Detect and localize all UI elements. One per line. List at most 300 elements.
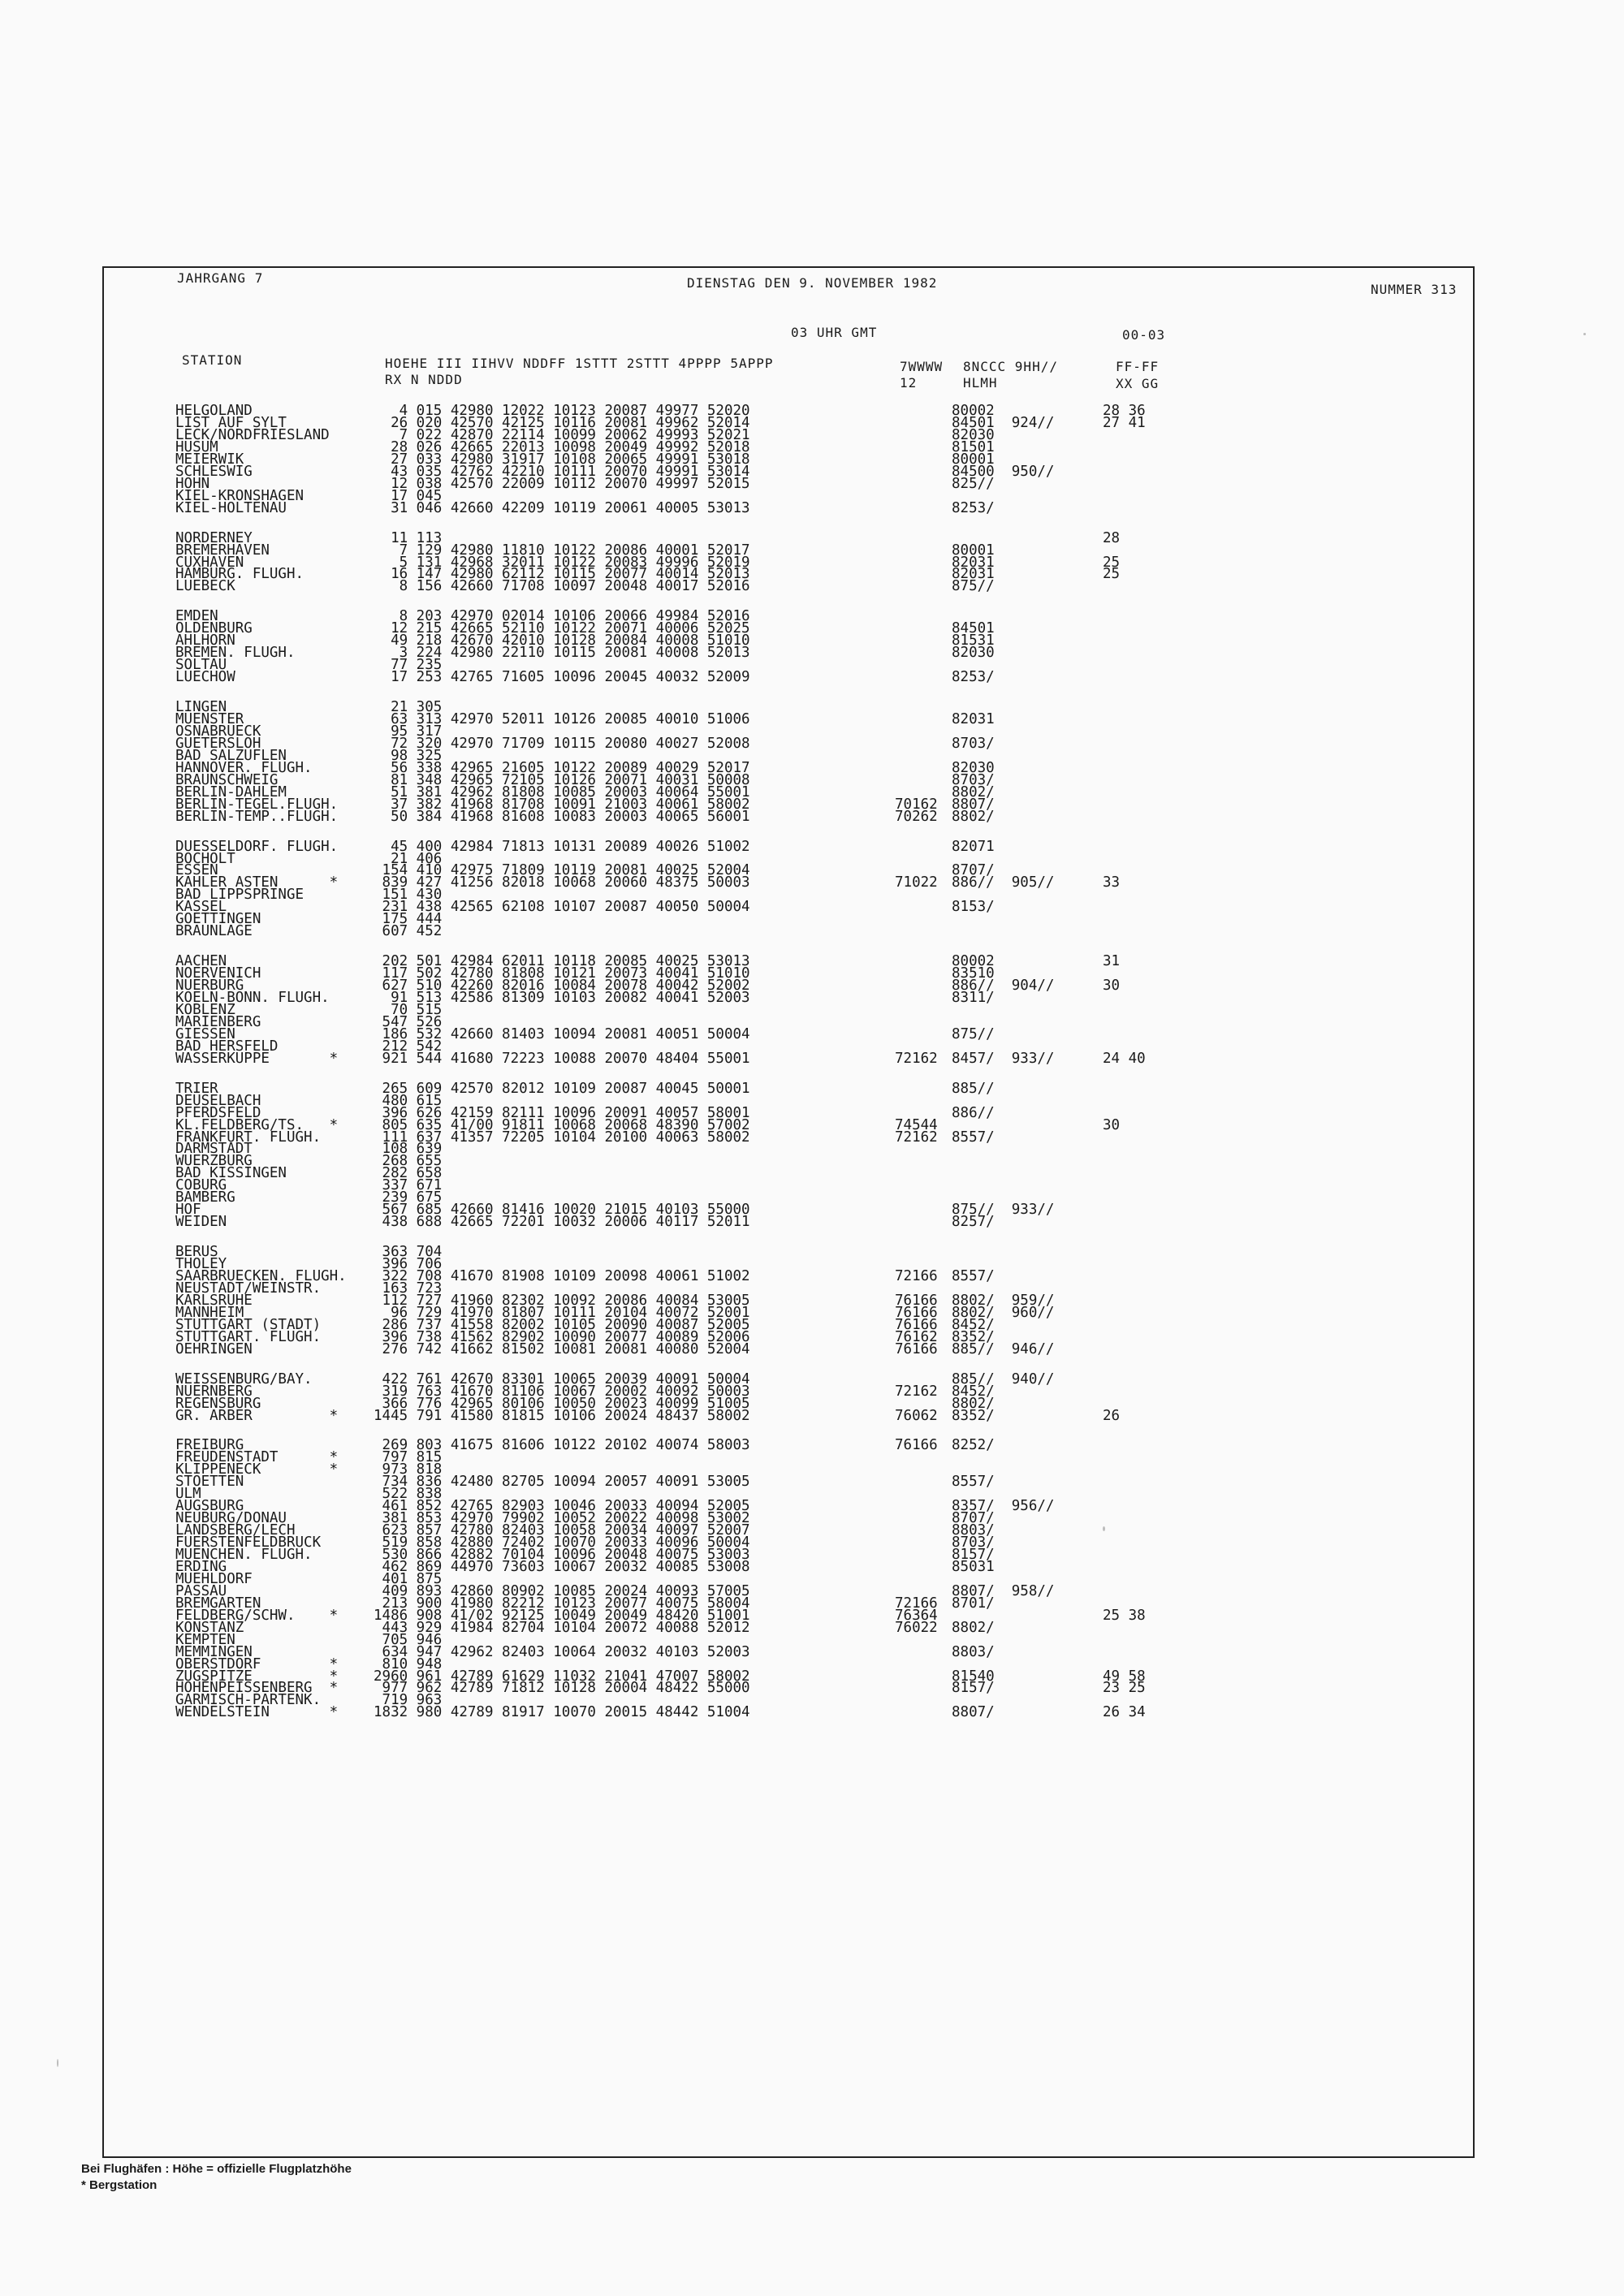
cloud-group: 80001	[952, 542, 995, 559]
cloud-group: 875//	[952, 578, 995, 595]
station-data: 112 727 41960 82302 10092 20086 40084 53005	[374, 1292, 750, 1309]
footnote-airport-height: Bei Flughäfen : Höhe = offizielle Flugplatzhöhe	[81, 2162, 352, 2176]
wind-gust-group: 23 25	[1103, 1680, 1146, 1697]
cloud-group: 82030	[952, 759, 995, 776]
weather-group: 72166	[895, 1268, 938, 1284]
cloud-group: 81531	[952, 632, 995, 650]
station-data: 212 542	[374, 1038, 443, 1055]
station-name: LINGEN	[175, 699, 227, 715]
cloud-group: 8257/	[952, 1214, 995, 1231]
wind-gust-group: 28 36	[1103, 403, 1146, 419]
station-data: 973 818	[374, 1461, 443, 1478]
scan-speck	[1103, 1526, 1105, 1531]
station-data: 422 761 42670 83301 10065 20039 40091 50004	[374, 1370, 750, 1388]
weather-group: 76364	[895, 1607, 938, 1624]
weather-group: 70262	[895, 808, 938, 825]
station-name: ULM	[175, 1486, 201, 1503]
wind-gust-group: 24 40	[1103, 1050, 1146, 1067]
station-data: 5 131 42968 32011 10122 20083 49996 52019	[374, 554, 750, 571]
station-data: 797 815	[374, 1449, 443, 1466]
station-data: 213 900 41980 82212 10123 20077 40075 58004	[374, 1595, 750, 1612]
col-x-header: 7WWWW	[900, 359, 944, 374]
station-data: 921 544 41680 72223 10088 20070 48404 55001	[374, 1050, 750, 1067]
station-name: KIEL-HOLTENAU	[175, 499, 287, 516]
station-name: BRAUNSCHWEIG	[175, 771, 279, 788]
station-name: BREMEN. FLUGH.	[175, 645, 296, 662]
station-data: 401 875	[374, 1570, 443, 1587]
station-data: 265 609 42570 82012 10109 20087 40045 50001	[374, 1080, 750, 1097]
cloud-group: 8311/	[952, 990, 995, 1006]
station-data: 461 852 42765 82903 10046 20033 40094 52005	[374, 1498, 750, 1515]
station-name: AHLHORN	[175, 632, 235, 650]
station-data: 16 147 42980 62112 10115 20077 40014 52013	[374, 566, 750, 583]
wind-gust-group: 27 41	[1103, 414, 1146, 431]
col-x-header-2: 12	[900, 375, 918, 391]
station-name: CUXHAVEN	[175, 554, 244, 571]
station-name: KARLSRUHE	[175, 1292, 253, 1309]
cloud-group: 8802/ 960//	[952, 1304, 1055, 1321]
jahrgang-label: JAHRGANG 7	[177, 270, 264, 286]
station-name: NUERBURG	[175, 978, 244, 994]
station-data: 634 947 42962 82403 10064 20032 40103 52003	[374, 1643, 750, 1660]
station-name: OBERSTDORF *	[175, 1655, 339, 1672]
cloud-group: 8703/	[952, 771, 995, 788]
station-data: 8 156 42660 71708 10097 20048 40017 52016	[374, 578, 750, 595]
weather-group: 71022	[895, 874, 938, 891]
station-name: NEUBURG/DONAU	[175, 1510, 287, 1527]
station-data: 286 737 41558 82002 10105 20090 40087 52005	[374, 1316, 750, 1333]
cloud-group: 8707/	[952, 1510, 995, 1527]
cloud-group: 8802/	[952, 808, 995, 825]
station-data: 77 235	[374, 657, 443, 674]
station-name: BERLIN-TEMP..FLUGH.	[175, 808, 339, 825]
cloud-group: 8803/	[952, 1643, 995, 1660]
cloud-group: 825//	[952, 475, 995, 492]
station-name: REGENSBURG	[175, 1395, 261, 1412]
station-name: WUERZBURG	[175, 1153, 253, 1170]
cloud-group: 875// 933//	[952, 1202, 1055, 1219]
cloud-group: 8802/	[952, 783, 995, 801]
station-name: MUENSTER	[175, 711, 244, 727]
station-name: GUETERSLOH	[175, 735, 261, 752]
station-name: KEMPTEN	[175, 1631, 235, 1648]
col-hl-header: 8NCCC 9HH//	[963, 359, 1058, 374]
cloud-group: 84501	[952, 620, 995, 637]
station-name: NUERNBERG	[175, 1383, 253, 1400]
cloud-group: 8802/	[952, 1619, 995, 1636]
station-data: 337 671	[374, 1177, 443, 1194]
cloud-group: 82030	[952, 645, 995, 662]
station-data: 154 410 42975 71809 10119 20081 40025 52004	[374, 862, 750, 879]
station-data: 322 708 41670 81908 10109 20098 40061 51002	[374, 1268, 750, 1284]
station-data: 4 015 42980 12022 10123 20087 49977 52020	[374, 403, 750, 419]
station-data: 11 113	[374, 529, 443, 546]
station-name: KOBLENZ	[175, 1001, 235, 1018]
station-data: 734 836 42480 82705 10094 20057 40091 53005	[374, 1474, 750, 1491]
station-data: 443 929 41984 82704 10104 20072 40088 52012	[374, 1619, 750, 1636]
weather-group: 72162	[895, 1129, 938, 1146]
wind-gust-group: 26 34	[1103, 1704, 1146, 1721]
station-name: COBURG	[175, 1177, 227, 1194]
station-data: 480 615	[374, 1092, 443, 1109]
station-data: 21 406	[374, 850, 443, 867]
col-main-header-2: RX N NDDD	[385, 372, 463, 387]
cloud-group: 8557/	[952, 1474, 995, 1491]
station-data: 269 803 41675 81606 10122 20102 40074 58003	[374, 1437, 750, 1454]
station-data: 56 338 42965 21605 10122 20089 40029 52017	[374, 759, 750, 776]
station-name: TRIER	[175, 1080, 218, 1097]
station-name: BAD SALZUFLEN	[175, 747, 287, 764]
station-data: 396 626 42159 82111 10096 20091 40057 58001	[374, 1104, 750, 1121]
issue-number: NUMMER 313	[1371, 282, 1458, 297]
station-name: THOLEY	[175, 1256, 227, 1272]
station-data: 63 313 42970 52011 10126 20085 40010 51006	[374, 711, 750, 727]
wind-gust-group: 49 58	[1103, 1668, 1146, 1685]
station-data: 396 706	[374, 1256, 443, 1272]
weather-group: 76166	[895, 1437, 938, 1454]
cloud-group: 886// 904//	[952, 978, 1055, 994]
station-data: 81 348 42965 72105 10126 20071 40031 50008	[374, 771, 750, 788]
station-name: WASSERKUPPE *	[175, 1050, 339, 1067]
station-data: 117 502 42780 81808 10121 20073 40041 51010	[374, 965, 750, 982]
station-name: ESSEN	[175, 862, 218, 879]
station-data: 95 317	[374, 723, 443, 740]
station-data: 366 776 42965 80106 10050 20023 40099 51005	[374, 1395, 750, 1412]
station-name: KL.FELDBERG/TS. *	[175, 1116, 339, 1133]
station-name: OLDENBURG	[175, 620, 253, 637]
station-data: 519 858 42880 72402 10070 20033 40096 50004	[374, 1534, 750, 1551]
station-name: FREUDENSTADT *	[175, 1449, 339, 1466]
station-name: BAD LIPPSPRINGE	[175, 887, 304, 904]
cloud-group: 83510	[952, 965, 995, 982]
cloud-group: 84500 950//	[952, 463, 1055, 480]
station-data: 627 510 42260 82016 10084 20078 40042 52002	[374, 978, 750, 994]
station-data: 607 452	[374, 923, 443, 940]
station-data: 43 035 42762 42210 10111 20070 49991 53014	[374, 463, 750, 480]
cloud-group: 8707/	[952, 862, 995, 879]
cloud-group: 84501 924//	[952, 414, 1055, 431]
station-data: 462 869 44970 73603 10067 20032 40085 53008	[374, 1558, 750, 1575]
cloud-group: 8802/	[952, 1395, 995, 1412]
station-name: KIEL-KRONSHAGEN	[175, 487, 304, 504]
station-name: BRAUNLAGE	[175, 923, 253, 940]
wind-gust-group: 25	[1103, 554, 1121, 571]
station-data: 438 688 42665 72201 10032 20006 40117 52011	[374, 1214, 750, 1231]
cloud-group: 8703/	[952, 1534, 995, 1551]
station-name: BERLIN-DAHLEM	[175, 783, 287, 801]
station-data: 409 893 42860 80902 10085 20024 40093 57005	[374, 1582, 750, 1599]
station-data: 567 685 42660 81416 10020 21015 40103 55000	[374, 1202, 750, 1219]
station-name: BREMERHAVEN	[175, 542, 270, 559]
cloud-group: 875//	[952, 1025, 995, 1042]
station-data: 111 637 41357 72205 10104 20100 40063 58002	[374, 1129, 750, 1146]
station-data: 705 946	[374, 1631, 443, 1648]
station-name: NEUSTADT/WEINSTR.	[175, 1280, 322, 1297]
station-name: HOHENPEISSENBERG *	[175, 1680, 339, 1697]
station-name: MARIENBERG	[175, 1013, 261, 1030]
station-data: 96 729 41970 81807 10111 20104 40072 52001	[374, 1304, 750, 1321]
station-data: 17 045	[374, 487, 443, 504]
station-data: 623 857 42780 82403 10058 20034 40097 52007	[374, 1522, 750, 1539]
wind-gust-group: 25	[1103, 566, 1121, 583]
col-ff-header: FF-FF	[1116, 359, 1160, 374]
station-data: 7 022 42870 22114 10099 20062 49993 52021	[374, 426, 750, 443]
scan-speck	[1583, 333, 1586, 335]
station-data: 45 400 42984 71813 10131 20089 40026 51002	[374, 838, 750, 855]
cloud-group: 80002	[952, 403, 995, 419]
station-name: WEISSENBURG/BAY.	[175, 1370, 313, 1388]
date-label: DIENSTAG DEN 9. NOVEMBER 1982	[687, 275, 938, 291]
wind-gust-group: 26	[1103, 1407, 1121, 1424]
weather-group: 76166	[895, 1304, 938, 1321]
cloud-group: 8352/	[952, 1328, 995, 1345]
footnote-mountain-station: * Bergstation	[81, 2178, 158, 2192]
wind-gust-group: 31	[1103, 953, 1121, 970]
station-name: GARMISCH-PARTENK.	[175, 1692, 322, 1709]
station-data: 51 381 42962 81808 10085 20003 40064 55001	[374, 783, 750, 801]
cloud-group: 82031	[952, 711, 995, 727]
station-data: 396 738 41562 82902 10090 20077 40089 52006	[374, 1328, 750, 1345]
cloud-group: 8803/	[952, 1522, 995, 1539]
station-data: 26 020 42570 42125 10116 20081 49962 52014	[374, 414, 750, 431]
weather-group: 76166	[895, 1340, 938, 1357]
station-data: 108 639	[374, 1141, 443, 1158]
cloud-group: 886// 905//	[952, 874, 1055, 891]
cloud-group: 82071	[952, 838, 995, 855]
col-hl-header-2: HLMH	[963, 375, 998, 391]
cloud-group: 8703/	[952, 735, 995, 752]
cloud-group: 8457/ 933//	[952, 1050, 1055, 1067]
station-data: 175 444	[374, 911, 443, 928]
station-name: BERUS	[175, 1244, 218, 1261]
station-data: 151 430	[374, 887, 443, 904]
weather-group: 70162	[895, 796, 938, 813]
station-name: MANNHEIM	[175, 1304, 244, 1321]
station-name: BAMBERG	[175, 1189, 235, 1206]
station-name: GOETTINGEN	[175, 911, 261, 928]
cloud-group: 885// 946//	[952, 1340, 1055, 1357]
station-name: LECK/NORDFRIESLAND	[175, 426, 330, 443]
station-name: AACHEN	[175, 953, 227, 970]
station-data: 91 513 42586 81309 10103 20082 40041 52003	[374, 990, 750, 1006]
station-data: 977 962 42789 71812 10128 20004 48422 55000	[374, 1680, 750, 1697]
station-name: SOLTAU	[175, 657, 227, 674]
station-name: HANNOVER. FLUGH.	[175, 759, 313, 776]
station-name: SAARBRUECKEN. FLUGH.	[175, 1268, 347, 1284]
station-data: 239 675	[374, 1189, 443, 1206]
station-data: 530 866 42882 70104 10096 20048 40075 53003	[374, 1547, 750, 1563]
cloud-group: 82031	[952, 566, 995, 583]
station-data: 28 026 42665 22013 10098 20049 49992 52018	[374, 438, 750, 455]
station-name: EMDEN	[175, 608, 218, 625]
weather-group: 72166	[895, 1595, 938, 1612]
station-name: ZUGSPITZE *	[175, 1668, 339, 1685]
station-name: KOELN-BONN. FLUGH.	[175, 990, 330, 1006]
cloud-group: 8557/	[952, 1268, 995, 1284]
station-name: WENDELSTEIN *	[175, 1704, 339, 1721]
station-name: MUEHLDORF	[175, 1570, 253, 1587]
cloud-group: 8357/ 956//	[952, 1498, 1055, 1515]
col-station-header: STATION	[182, 352, 243, 368]
station-name: OEHRINGEN	[175, 1340, 253, 1357]
station-data: 839 427 41256 82018 10068 20060 48375 50003	[374, 874, 750, 891]
station-name: LUECHOW	[175, 669, 235, 686]
station-name: DUESSELDORF. FLUGH.	[175, 838, 339, 855]
station-data: 37 382 41968 81708 10091 21003 40061 58002	[374, 796, 750, 813]
weather-group: 76166	[895, 1292, 938, 1309]
table-frame	[102, 266, 1475, 2158]
cloud-group: 81501	[952, 438, 995, 455]
station-name: PFERDSFELD	[175, 1104, 261, 1121]
cloud-group: 82031	[952, 554, 995, 571]
col-main-header: HOEHE III IIHVV NDDFF 1STTT 2STTT 4PPPP 5APPP	[385, 356, 774, 371]
station-data: 12 215 42665 52110 10122 20071 40006 52025	[374, 620, 750, 637]
station-name: SCHLESWIG	[175, 463, 253, 480]
station-data: 70 515	[374, 1001, 443, 1018]
cloud-group: 81540	[952, 1668, 995, 1685]
station-data: 1832 980 42789 81917 10070 20015 48442 51004	[374, 1704, 750, 1721]
station-name: LUEBECK	[175, 578, 235, 595]
station-name: WEIDEN	[175, 1214, 227, 1231]
station-data: 50 384 41968 81608 10083 20003 40065 56001	[374, 808, 750, 825]
station-name: STUTTGART (STADT)	[175, 1316, 322, 1333]
cloud-group: 8157/	[952, 1680, 995, 1697]
weather-group: 76062	[895, 1407, 938, 1424]
cloud-group: 8157/	[952, 1547, 995, 1563]
col-ff-header-2: XX GG	[1116, 376, 1160, 391]
weather-group: 76022	[895, 1619, 938, 1636]
weather-group: 74544	[895, 1116, 938, 1133]
station-data: 98 325	[374, 747, 443, 764]
station-name: NOERVENICH	[175, 965, 261, 982]
station-name: KONSTANZ	[175, 1619, 244, 1636]
station-data: 805 635 41/00 91811 10068 20068 48390 57002	[374, 1116, 750, 1133]
station-data: 276 742 41662 81502 10081 20081 40080 52004	[374, 1340, 750, 1357]
station-name: PASSAU	[175, 1582, 227, 1599]
station-name: HELGOLAND	[175, 403, 253, 419]
station-data: 319 763 41670 81106 10067 20002 40092 50003	[374, 1383, 750, 1400]
station-name: STOETTEN	[175, 1474, 244, 1491]
cloud-group: 8807/ 958//	[952, 1582, 1055, 1599]
station-data: 202 501 42984 62011 10118 20085 40025 53013	[374, 953, 750, 970]
station-name: MEMMINGEN	[175, 1643, 253, 1660]
station-name: FREIBURG	[175, 1437, 244, 1454]
station-name: KAHLER ASTEN *	[175, 874, 339, 891]
station-data: 1486 908 41/02 92125 10049 20049 48420 51001	[374, 1607, 750, 1624]
period-label: 00-03	[1122, 327, 1166, 343]
station-data: 163 723	[374, 1280, 443, 1297]
cloud-group: 82030	[952, 426, 995, 443]
station-name: LIST AUF SYLT	[175, 414, 287, 431]
cloud-group: 8452/	[952, 1316, 995, 1333]
station-data: 282 658	[374, 1165, 443, 1182]
cloud-group: 8253/	[952, 669, 995, 686]
station-data: 1445 791 41580 81815 10106 20024 48437 58002	[374, 1407, 750, 1424]
cloud-group: 80002	[952, 953, 995, 970]
cloud-group: 8807/	[952, 1704, 995, 1721]
station-name: OSNABRUECK	[175, 723, 261, 740]
station-name: BOCHOLT	[175, 850, 235, 867]
cloud-group: 885//	[952, 1080, 995, 1097]
station-name: FELDBERG/SCHW. *	[175, 1607, 339, 1624]
station-data: 186 532 42660 81403 10094 20081 40051 50004	[374, 1025, 750, 1042]
station-name: DEUSELBACH	[175, 1092, 261, 1109]
station-name: BAD KISSINGEN	[175, 1165, 287, 1182]
station-name: HUSUM	[175, 438, 218, 455]
station-name: ERDING	[175, 1558, 227, 1575]
station-data: 8 203 42970 02014 10106 20066 49984 52016	[374, 608, 750, 625]
station-data: 381 853 42970 79902 10052 20022 40098 53002	[374, 1510, 750, 1527]
station-data: 21 305	[374, 699, 443, 715]
station-name: LANDSBERG/LECH	[175, 1522, 296, 1539]
cloud-group: 8252/	[952, 1437, 995, 1454]
station-name: AUGSBURG	[175, 1498, 244, 1515]
cloud-group: 80001	[952, 451, 995, 468]
cloud-group: 8557/	[952, 1129, 995, 1146]
station-data: 12 038 42570 22009 10112 20070 49997 52015	[374, 475, 750, 492]
station-data: 231 438 42565 62108 10107 20087 40050 50004	[374, 899, 750, 916]
cloud-group: 8452/	[952, 1383, 995, 1400]
station-data: 7 129 42980 11810 10122 20086 40001 52017	[374, 542, 750, 559]
station-data: 3 224 42980 22110 10115 20081 40008 52013	[374, 645, 750, 662]
weather-group: 76162	[895, 1328, 938, 1345]
scan-speck	[57, 2059, 58, 2067]
station-data: 49 218 42670 42010 10128 20084 40008 51010	[374, 632, 750, 650]
station-name: KASSEL	[175, 899, 227, 916]
station-data: 810 948	[374, 1655, 443, 1672]
station-data: 31 046 42660 42209 10119 20061 40005 53013	[374, 499, 750, 516]
station-data: 363 704	[374, 1244, 443, 1261]
weather-group: 72162	[895, 1383, 938, 1400]
station-name: BREMGARTEN	[175, 1595, 261, 1612]
wind-gust-group: 33	[1103, 874, 1121, 891]
station-data: 2960 961 42789 61629 11032 21041 47007 58002	[374, 1668, 750, 1685]
station-name: BAD HERSFELD	[175, 1038, 279, 1055]
station-name: FUERSTENFELDBRUCK	[175, 1534, 322, 1551]
station-data: 27 033 42980 31917 10108 20065 49991 53018	[374, 451, 750, 468]
cloud-group: 8153/	[952, 899, 995, 916]
station-name: MUENCHEN. FLUGH.	[175, 1547, 313, 1563]
cloud-group: 8701/	[952, 1595, 995, 1612]
station-data: 72 320 42970 71709 10115 20080 40027 52008	[374, 735, 750, 752]
station-name: NORDERNEY	[175, 529, 253, 546]
station-data: 17 253 42765 71605 10096 20045 40032 52009	[374, 669, 750, 686]
station-name: MEIERWIK	[175, 451, 244, 468]
station-name: DARMSTADT	[175, 1141, 253, 1158]
station-data: 719 963	[374, 1692, 443, 1709]
cloud-group: 85031	[952, 1558, 995, 1575]
weather-group: 72162	[895, 1050, 938, 1067]
station-name: HAMBURG. FLUGH.	[175, 566, 304, 583]
weather-group: 76166	[895, 1316, 938, 1333]
cloud-group: 885// 940//	[952, 1370, 1055, 1388]
station-data: 522 838	[374, 1486, 443, 1503]
cloud-group: 8352/	[952, 1407, 995, 1424]
station-data: 268 655	[374, 1153, 443, 1170]
observation-time: 03 UHR GMT	[791, 325, 878, 340]
cloud-group: 8253/	[952, 499, 995, 516]
wind-gust-group: 30	[1103, 978, 1121, 994]
station-name: STUTTGART. FLUGH.	[175, 1328, 322, 1345]
wind-gust-group: 28	[1103, 529, 1121, 546]
station-name: HOHN	[175, 475, 210, 492]
wind-gust-group: 25 38	[1103, 1607, 1146, 1624]
cloud-group: 8802/ 959//	[952, 1292, 1055, 1309]
station-name: GR. ARBER *	[175, 1407, 339, 1424]
station-name: KLIPPENECK *	[175, 1461, 339, 1478]
cloud-group: 8807/	[952, 796, 995, 813]
station-name: BERLIN-TEGEL.FLUGH.	[175, 796, 339, 813]
